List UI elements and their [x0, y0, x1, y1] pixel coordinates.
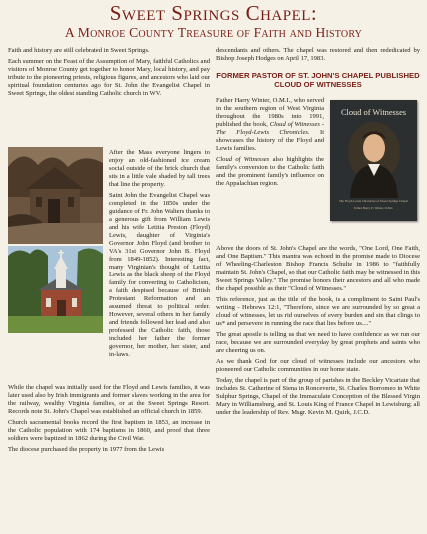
- left-paragraph-5: While the chapel was initially used for the Floyd and Lewis families, it was later used also by Irish immigrants and former slaves working in the area for the railway, wealthy Virginia families, or at the Sweet Springs Resort. Records note St. John's Chapel was established an official church in 1859.: [8, 384, 210, 415]
- right-paragraph-1: descendants and others. The chapel was restored and then rededicated by Bishop Joseph Hodges on April 17, 1983.: [216, 47, 420, 62]
- left-paragraph-3: After the Mass everyone lingers to enjoy an old-fashioned ice cream social outside of the brick church that sits in a little vale shaded by tall trees that line the property.: [109, 149, 210, 188]
- left-paragraph-1: Faith and history are still celebrated in Sweet Springs.: [8, 47, 150, 54]
- book-portrait: [344, 122, 404, 198]
- right-lower: [216, 245, 420, 420]
- right-p2-a: Father Harry Winter, O.M.I., who served in the southern region of West Virginia throughout the 1980s into 1991, published the book,: [216, 97, 324, 128]
- right-paragraph-3: [216, 156, 324, 188]
- right-p2-c: It showcases the history of the Floyd and Lewis families.: [216, 128, 325, 152]
- right-p3-book-title: Cloud of Witnesses: [216, 155, 270, 163]
- right-beside-book: [216, 97, 324, 191]
- church-photo-color: [8, 246, 103, 333]
- book-cover-text: [332, 200, 415, 210]
- church-photo-sepia: [8, 147, 103, 244]
- right-p2-book-title: Cloud of Witnesses - The Floyd-Lewis Chronicles.: [216, 120, 324, 136]
- right-paragraph-8: Today, the chapel is part of the group of parishes in the Beckley Vicariate that includes St. Catherine of Siena in Ronceverte, St. Charles Borromeo in White Sulphur Springs, Chapel of the Immaculate Conception of the Blessed Virgin Mary in Williamsburg, and St. Louis King of France Chapel in Lewisburg; all under the leadership of Rev. Msgr. Kevin M. Quirk, J.C.D.: [216, 377, 420, 416]
- right-paragraph-2: [216, 97, 324, 153]
- left-paragraph-4: Saint John the Evangelist Chapel was completed in the 1850s under the guidance of Fr. John Walters thanks to a generous gift from William Lewis and his wife Letitia Preston (Floyd) Lewis, daughter of Virginia's Governor John Floyd (and brother to VA's 31st Governor John B. Floyd from 1849-1852). Interesting fact, many Virginian's thought of Letitia Lewis as the black sheep of the Floyd family for converting to Catholicism, a faith despised because of British Protestant Reformation and an assumed threat to political order. However, several others in her family and friends followed her lead and also professed the Catholic faith, those included her father the former governor, her mother, her sister, and in-laws.: [109, 191, 210, 359]
- book-cover-subtitle: The Floyd-Lewis Chronicles of Sweet Springs Chapel: [338, 199, 409, 203]
- book-cover: [330, 100, 417, 221]
- left-paragraph-7: The diocese purchased the property in 1977 from the Lewis: [8, 446, 165, 454]
- right-paragraph-7: As we thank God for our cloud of witnesses include our ancestors who pioneered our Catholic communities in our home state.: [216, 357, 420, 373]
- left-beside-photos: [109, 149, 210, 367]
- right-heading: FORMER PASTOR OF ST. JOHN'S CHAPEL PUBLISHED CLOUD OF WITNESSES: [216, 71, 420, 89]
- book-cover-author: Father Harry E. Winter, O.M.I.: [353, 205, 394, 210]
- right-paragraph-5: This reference, just as the title of the book, is a compliment to Saint Paul's writing - Hebrews 12:1, "Therefore, since we are surrounded by so great a cloud of witnesses, let us rid ourselves of every burden and sin that clings to us* and persevere in running the race that lies before us....": [216, 295, 420, 327]
- page-subtitle: A Monroe County Treasure of Faith and History: [64, 25, 363, 40]
- page-title: Sweet Springs Chapel:: [109, 1, 318, 25]
- book-cover-title: Cloud of Witnesses: [340, 108, 407, 117]
- left-paragraph-2: Each summer on the Feast of the Assumption of Mary, faithful Catholics and visitors of Monroe County get together to honor Mary, local history, and pay tribute to the pioneering priests, religious figures, and ancestors who laid our spiritual foundation centuries ago for St. John the Evangelist Chapel in Sweet Springs, the oldest standing Catholic church in WV.: [8, 58, 210, 97]
- left-lower: [8, 340, 210, 457]
- left-intro: [8, 47, 210, 101]
- left-paragraph-6: Church sacramental books record the first baptism in 1853, an increase in the Catholic population with 174 baptisms in 1860, and proof that three soldiers were baptized in 1862 during the Civil War.: [8, 419, 210, 442]
- right-paragraph-6: The great apostle is telling us that we need to have confidence as we run our race, because we are surrounded everyday by great prophets and saints who are cheering us on.: [216, 330, 420, 354]
- right-p3-b: also highlights the family's conversion to the Catholic faith and the prominent family's influence on the Appalachian region.: [216, 155, 324, 187]
- right-paragraph-4: Above the doors of St. John's Chapel are the words, "One Lord, One Faith, and One Baptism." This mantra was echoed in the promise made to Diocese of Wheeling-Charleston Bishop Francis Schulte in 1986 to "faithfully maintain St. John's Chapel, so that our Catholic faith may be witnessed in this Sweet Springs Valley." The promise honors their ancestors and all who made the chapel possible as their "Cloud of Witnesses.": [216, 245, 420, 292]
- right-intro: [216, 47, 420, 66]
